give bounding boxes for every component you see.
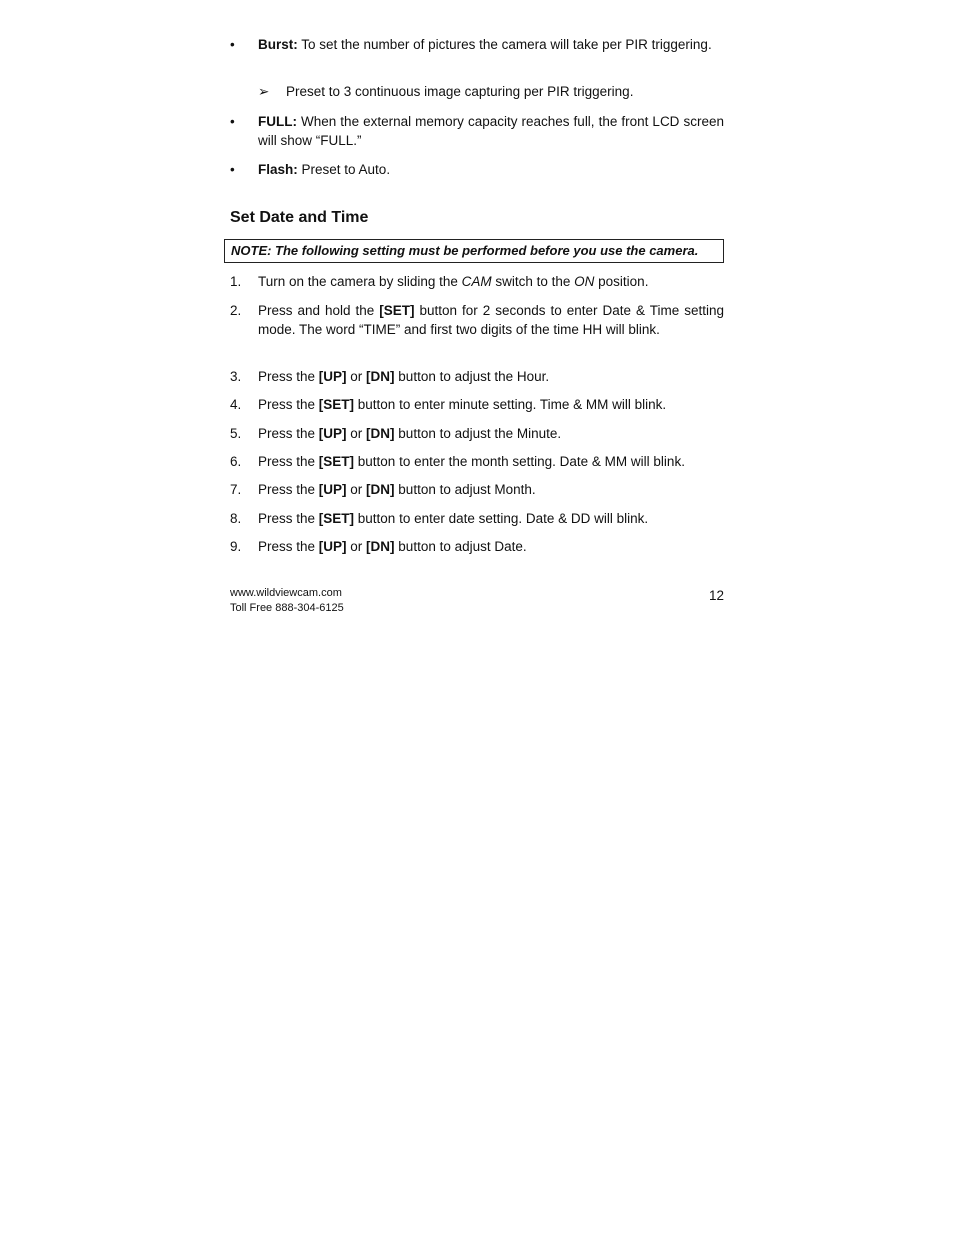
- step-text-part: or: [346, 539, 367, 554]
- step-number: 2.: [230, 303, 242, 318]
- step-text-part: button for 2 seconds to enter Date & Time setting mode. The word “TIME” and first two digits of the time HH will blink.: [258, 303, 725, 337]
- bullet-flash: [230, 160, 724, 179]
- step-number: 4.: [230, 397, 242, 412]
- step-text: [258, 509, 724, 528]
- step-text: [258, 480, 724, 499]
- step-item: [230, 367, 724, 386]
- step-text-part: button to adjust Month.: [394, 482, 536, 497]
- step-text: [258, 424, 724, 443]
- step-text: [258, 272, 724, 291]
- step-item: [230, 537, 724, 556]
- step-text-part: [UP]: [318, 369, 347, 384]
- step-text-part: [UP]: [318, 426, 347, 441]
- step-item: [230, 509, 724, 528]
- bullet-glyph: •: [230, 37, 235, 52]
- step-text: [258, 452, 724, 471]
- bullet-label: Burst:: [258, 37, 298, 52]
- step-text: [258, 367, 724, 386]
- step-text-part: [DN]: [366, 369, 395, 384]
- footer-phone: Toll Free 888-304-6125: [230, 602, 344, 614]
- step-text-part: ON: [574, 274, 595, 289]
- step-item: [230, 480, 724, 499]
- footer: [230, 586, 344, 616]
- step-text-part: Press and hold the: [258, 303, 380, 318]
- bullet-glyph: •: [230, 162, 235, 177]
- step-text-part: Press the: [258, 426, 319, 441]
- bullet-text: To set the number of pictures the camera will take per PIR triggering.: [297, 37, 712, 52]
- step-text-part: [DN]: [366, 482, 395, 497]
- step-text-part: [DN]: [366, 426, 395, 441]
- step-item: [230, 452, 724, 471]
- step-item: [230, 395, 724, 414]
- step-text: [258, 537, 724, 556]
- step-text-part: Press the: [258, 539, 319, 554]
- step-text-part: button to adjust Date.: [394, 539, 527, 554]
- step-text-part: or: [346, 482, 367, 497]
- step-text-part: Press the: [258, 482, 319, 497]
- sub-bullet-burst-preset: [258, 82, 724, 101]
- bullet-full: [230, 112, 724, 150]
- step-text-part: Press the: [258, 511, 319, 526]
- step-text-part: [SET]: [379, 303, 415, 318]
- step-item: [230, 272, 724, 291]
- step-number: 8.: [230, 511, 242, 526]
- step-text-part: [SET]: [318, 397, 355, 412]
- step-text-part: [UP]: [318, 482, 347, 497]
- bullet-text: When the external memory capacity reaches full, the front LCD screen will show “FULL.”: [258, 114, 724, 148]
- step-text-part: [DN]: [366, 539, 395, 554]
- sub-bullet-text: Preset to 3 continuous image capturing per PIR triggering.: [286, 84, 634, 99]
- step-text: [258, 395, 724, 414]
- step-number: 1.: [230, 274, 242, 289]
- step-number: 6.: [230, 454, 242, 469]
- step-number: 9.: [230, 539, 242, 554]
- step-text-part: position.: [594, 274, 649, 289]
- bullet-label: Flash:: [258, 162, 298, 177]
- section-heading: Set Date and Time: [230, 209, 369, 226]
- step-text-part: button to adjust the Hour.: [394, 369, 550, 384]
- step-text-part: or: [346, 369, 367, 384]
- step-text-part: Press the: [258, 454, 319, 469]
- step-text-part: Press the: [258, 397, 319, 412]
- step-text-part: or: [346, 426, 367, 441]
- step-text-part: button to enter the month setting. Date & MM will blink.: [354, 454, 685, 469]
- step-text-part: [UP]: [318, 539, 347, 554]
- step-item: [230, 301, 724, 339]
- step-text-part: button to adjust the Minute.: [394, 426, 562, 441]
- bullet-text: Preset to Auto.: [297, 162, 391, 177]
- bullet-label: FULL:: [258, 114, 297, 129]
- footer-website: www.wildviewcam.com: [230, 587, 342, 599]
- step-text: [258, 301, 724, 339]
- step-item: [230, 424, 724, 443]
- step-text-part: [SET]: [318, 454, 355, 469]
- step-text-part: button to enter date setting. Date & DD will blink.: [354, 511, 649, 526]
- step-number: 3.: [230, 369, 242, 384]
- step-text-part: Turn on the camera by sliding the: [258, 274, 462, 289]
- step-text-part: Press the: [258, 369, 319, 384]
- page-number: 12: [708, 588, 724, 603]
- step-text-part: switch to the: [491, 274, 575, 289]
- step-number: 7.: [230, 482, 242, 497]
- note-box: NOTE: The following setting must be performed before you use the camera.: [224, 239, 724, 263]
- step-text-part: button to enter minute setting. Time & MM will blink.: [354, 397, 667, 412]
- arrow-bullet-icon: ➢: [258, 84, 270, 99]
- step-text-part: CAM: [461, 274, 492, 289]
- bullet-burst: [230, 35, 724, 54]
- bullet-glyph: •: [230, 114, 235, 129]
- step-number: 5.: [230, 426, 242, 441]
- step-text-part: [SET]: [318, 511, 355, 526]
